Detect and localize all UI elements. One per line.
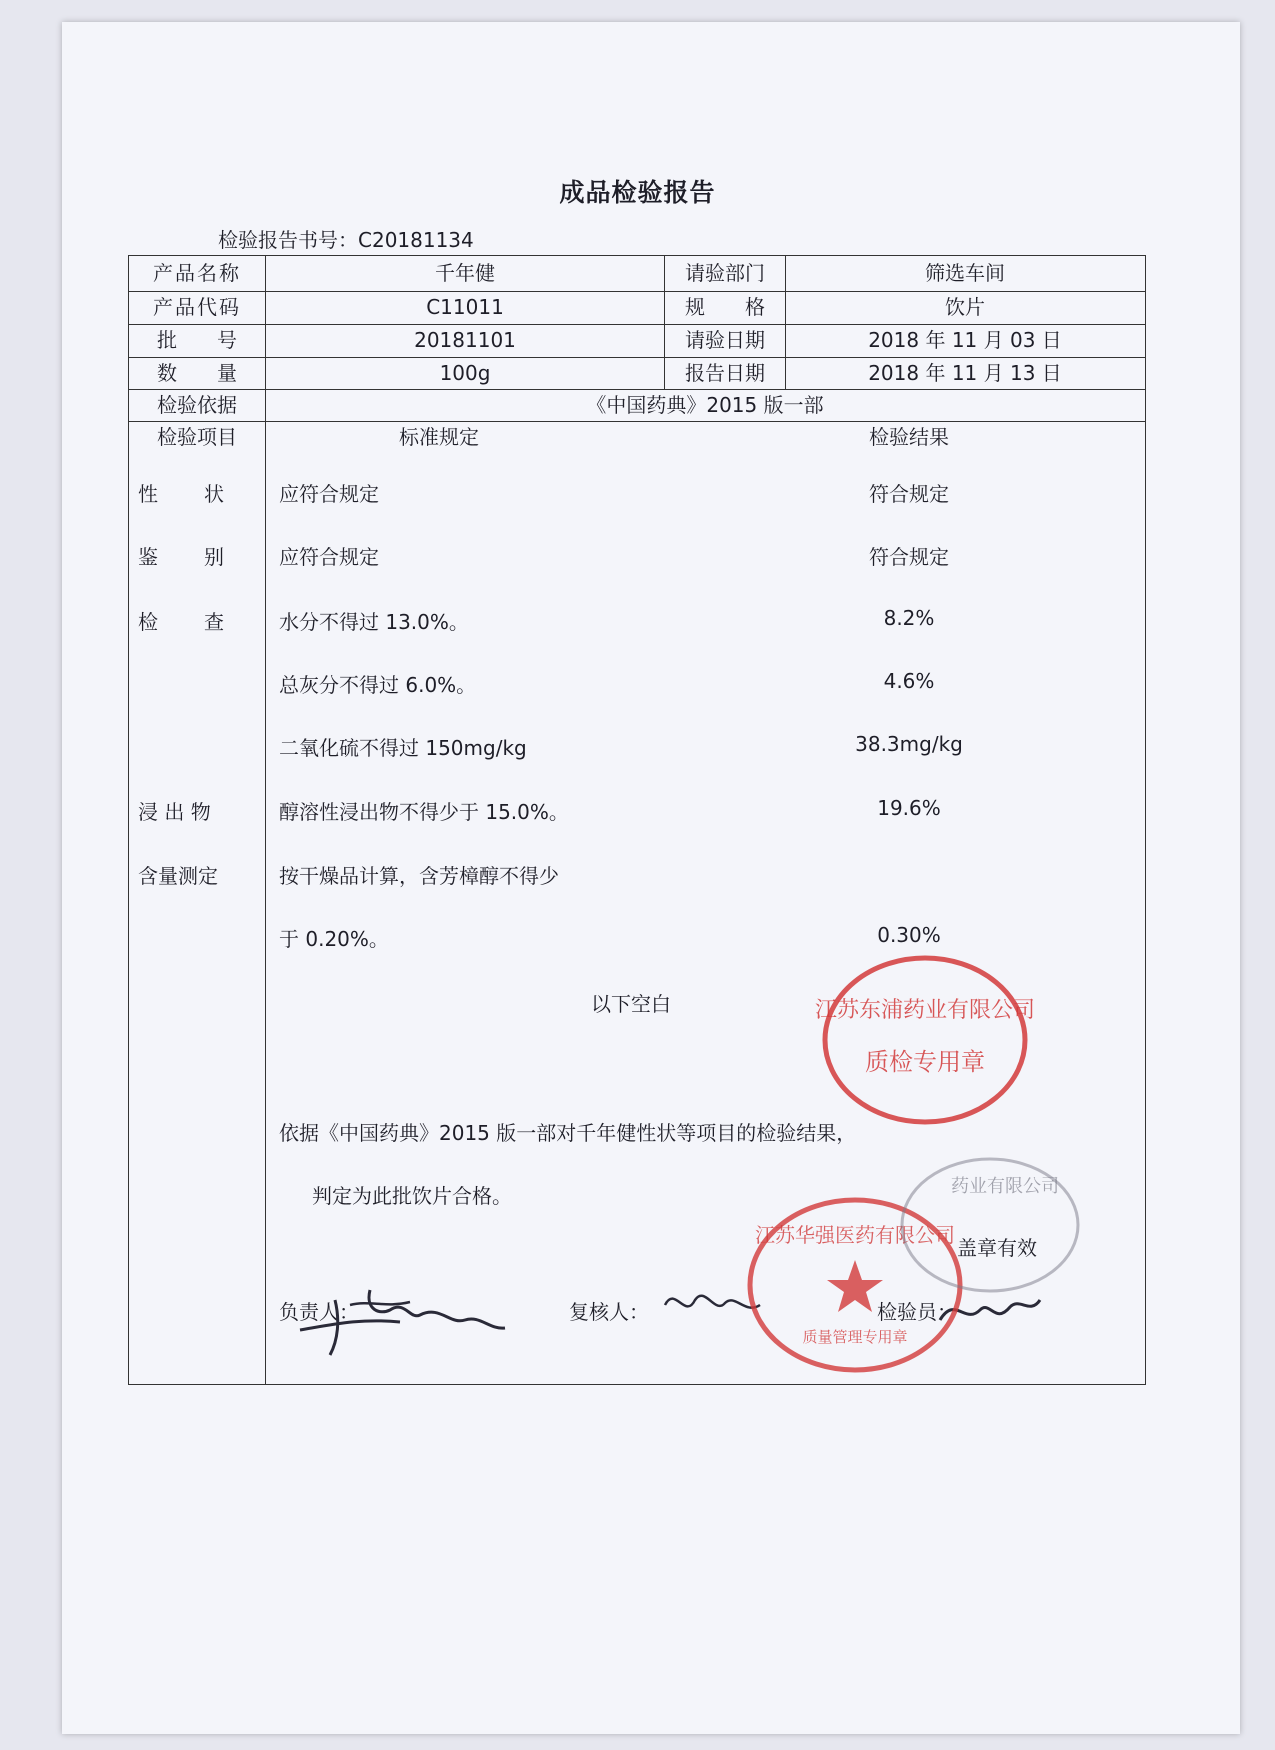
qc-seal-sub: 质检专用章 xyxy=(865,1048,985,1076)
row-item: 含量测定 xyxy=(138,864,218,888)
row-result: 0.30% xyxy=(877,923,941,947)
row-standard: 应符合规定 xyxy=(279,545,379,569)
faded-seal xyxy=(895,1150,1085,1300)
result-column-header: 检验结果 xyxy=(869,425,949,449)
request-date-value: 2018 年 11 月 03 日 xyxy=(868,328,1062,352)
row-item: 性 状 xyxy=(138,482,226,506)
basis-label: 检验依据 xyxy=(157,393,237,417)
standard-column-header: 标准规定 xyxy=(399,425,479,449)
row-result: 符合规定 xyxy=(869,482,949,506)
row-standard: 醇溶性浸出物不得少于 15.0%。 xyxy=(279,800,569,824)
conclusion-line-2: 判定为此批饮片合格。 xyxy=(312,1184,512,1208)
item-column-header: 检验项目 xyxy=(157,425,237,449)
row-item: 浸 出 物 xyxy=(138,800,211,824)
report-number: 检验报告书号：C20181134 xyxy=(218,228,474,252)
row-result: 8.2% xyxy=(883,606,935,630)
responsible-label: 负责人： xyxy=(279,1300,359,1324)
qty-value: 100g xyxy=(439,361,491,385)
basis-value: 《中国药典》2015 版一部 xyxy=(586,393,824,417)
report-date-label: 报告日期 xyxy=(685,361,765,385)
qty-label: 数 量 xyxy=(157,361,237,385)
report-date-value: 2018 年 11 月 13 日 xyxy=(868,361,1062,385)
inspector-label: 检验员： xyxy=(877,1300,957,1324)
report-title: 成品检验报告 xyxy=(559,178,716,207)
dept-value: 筛选车间 xyxy=(925,261,1005,285)
row-standard: 按干燥品计算，含芳樟醇不得少 xyxy=(279,864,559,888)
batch-value: 20181101 xyxy=(414,328,516,352)
spec-value: 饮片 xyxy=(945,295,985,319)
row-result: 38.3mg/kg xyxy=(855,732,963,756)
faded-seal-company: 药业有限公司 xyxy=(951,1176,1059,1197)
request-date-label: 请验日期 xyxy=(685,328,765,352)
row-standard: 于 0.20%。 xyxy=(279,927,389,951)
row-result: 4.6% xyxy=(883,669,935,693)
conclusion-line-1: 依据《中国药典》2015 版一部对千年健性状等项目的检验结果， xyxy=(279,1121,857,1145)
row-standard: 总灰分不得过 6.0%。 xyxy=(279,673,477,697)
qc-seal-company: 江苏东浦药业有限公司 xyxy=(815,998,1035,1023)
qc-seal xyxy=(815,945,1035,1135)
row-item: 检 查 xyxy=(138,610,226,634)
product-name-label: 产品名称 xyxy=(153,261,241,285)
row-standard: 水分不得过 13.0%。 xyxy=(279,610,469,634)
code-value: C11011 xyxy=(426,295,504,319)
batch-label: 批 号 xyxy=(157,328,237,352)
product-name-value: 千年健 xyxy=(435,261,495,285)
row-standard: 二氧化硫不得过 150mg/kg xyxy=(279,736,527,760)
dept-label: 请验部门 xyxy=(685,261,765,285)
seal-valid-note: 盖章有效 xyxy=(957,1236,1037,1260)
row-item: 鉴 别 xyxy=(138,545,226,569)
quality-seal-sub: 质量管理专用章 xyxy=(802,1328,908,1346)
row-result: 符合规定 xyxy=(869,545,949,569)
reviewer-label: 复核人： xyxy=(569,1300,649,1324)
row-result: 19.6% xyxy=(877,796,941,820)
code-label: 产品代码 xyxy=(153,295,241,319)
blank-note: 以下空白 xyxy=(591,992,671,1016)
row-standard: 应符合规定 xyxy=(279,482,379,506)
quality-seal-company: 江苏华强医药有限公司 xyxy=(755,1223,955,1247)
responsible-signature xyxy=(290,1270,530,1360)
spec-label: 规 格 xyxy=(685,295,765,319)
